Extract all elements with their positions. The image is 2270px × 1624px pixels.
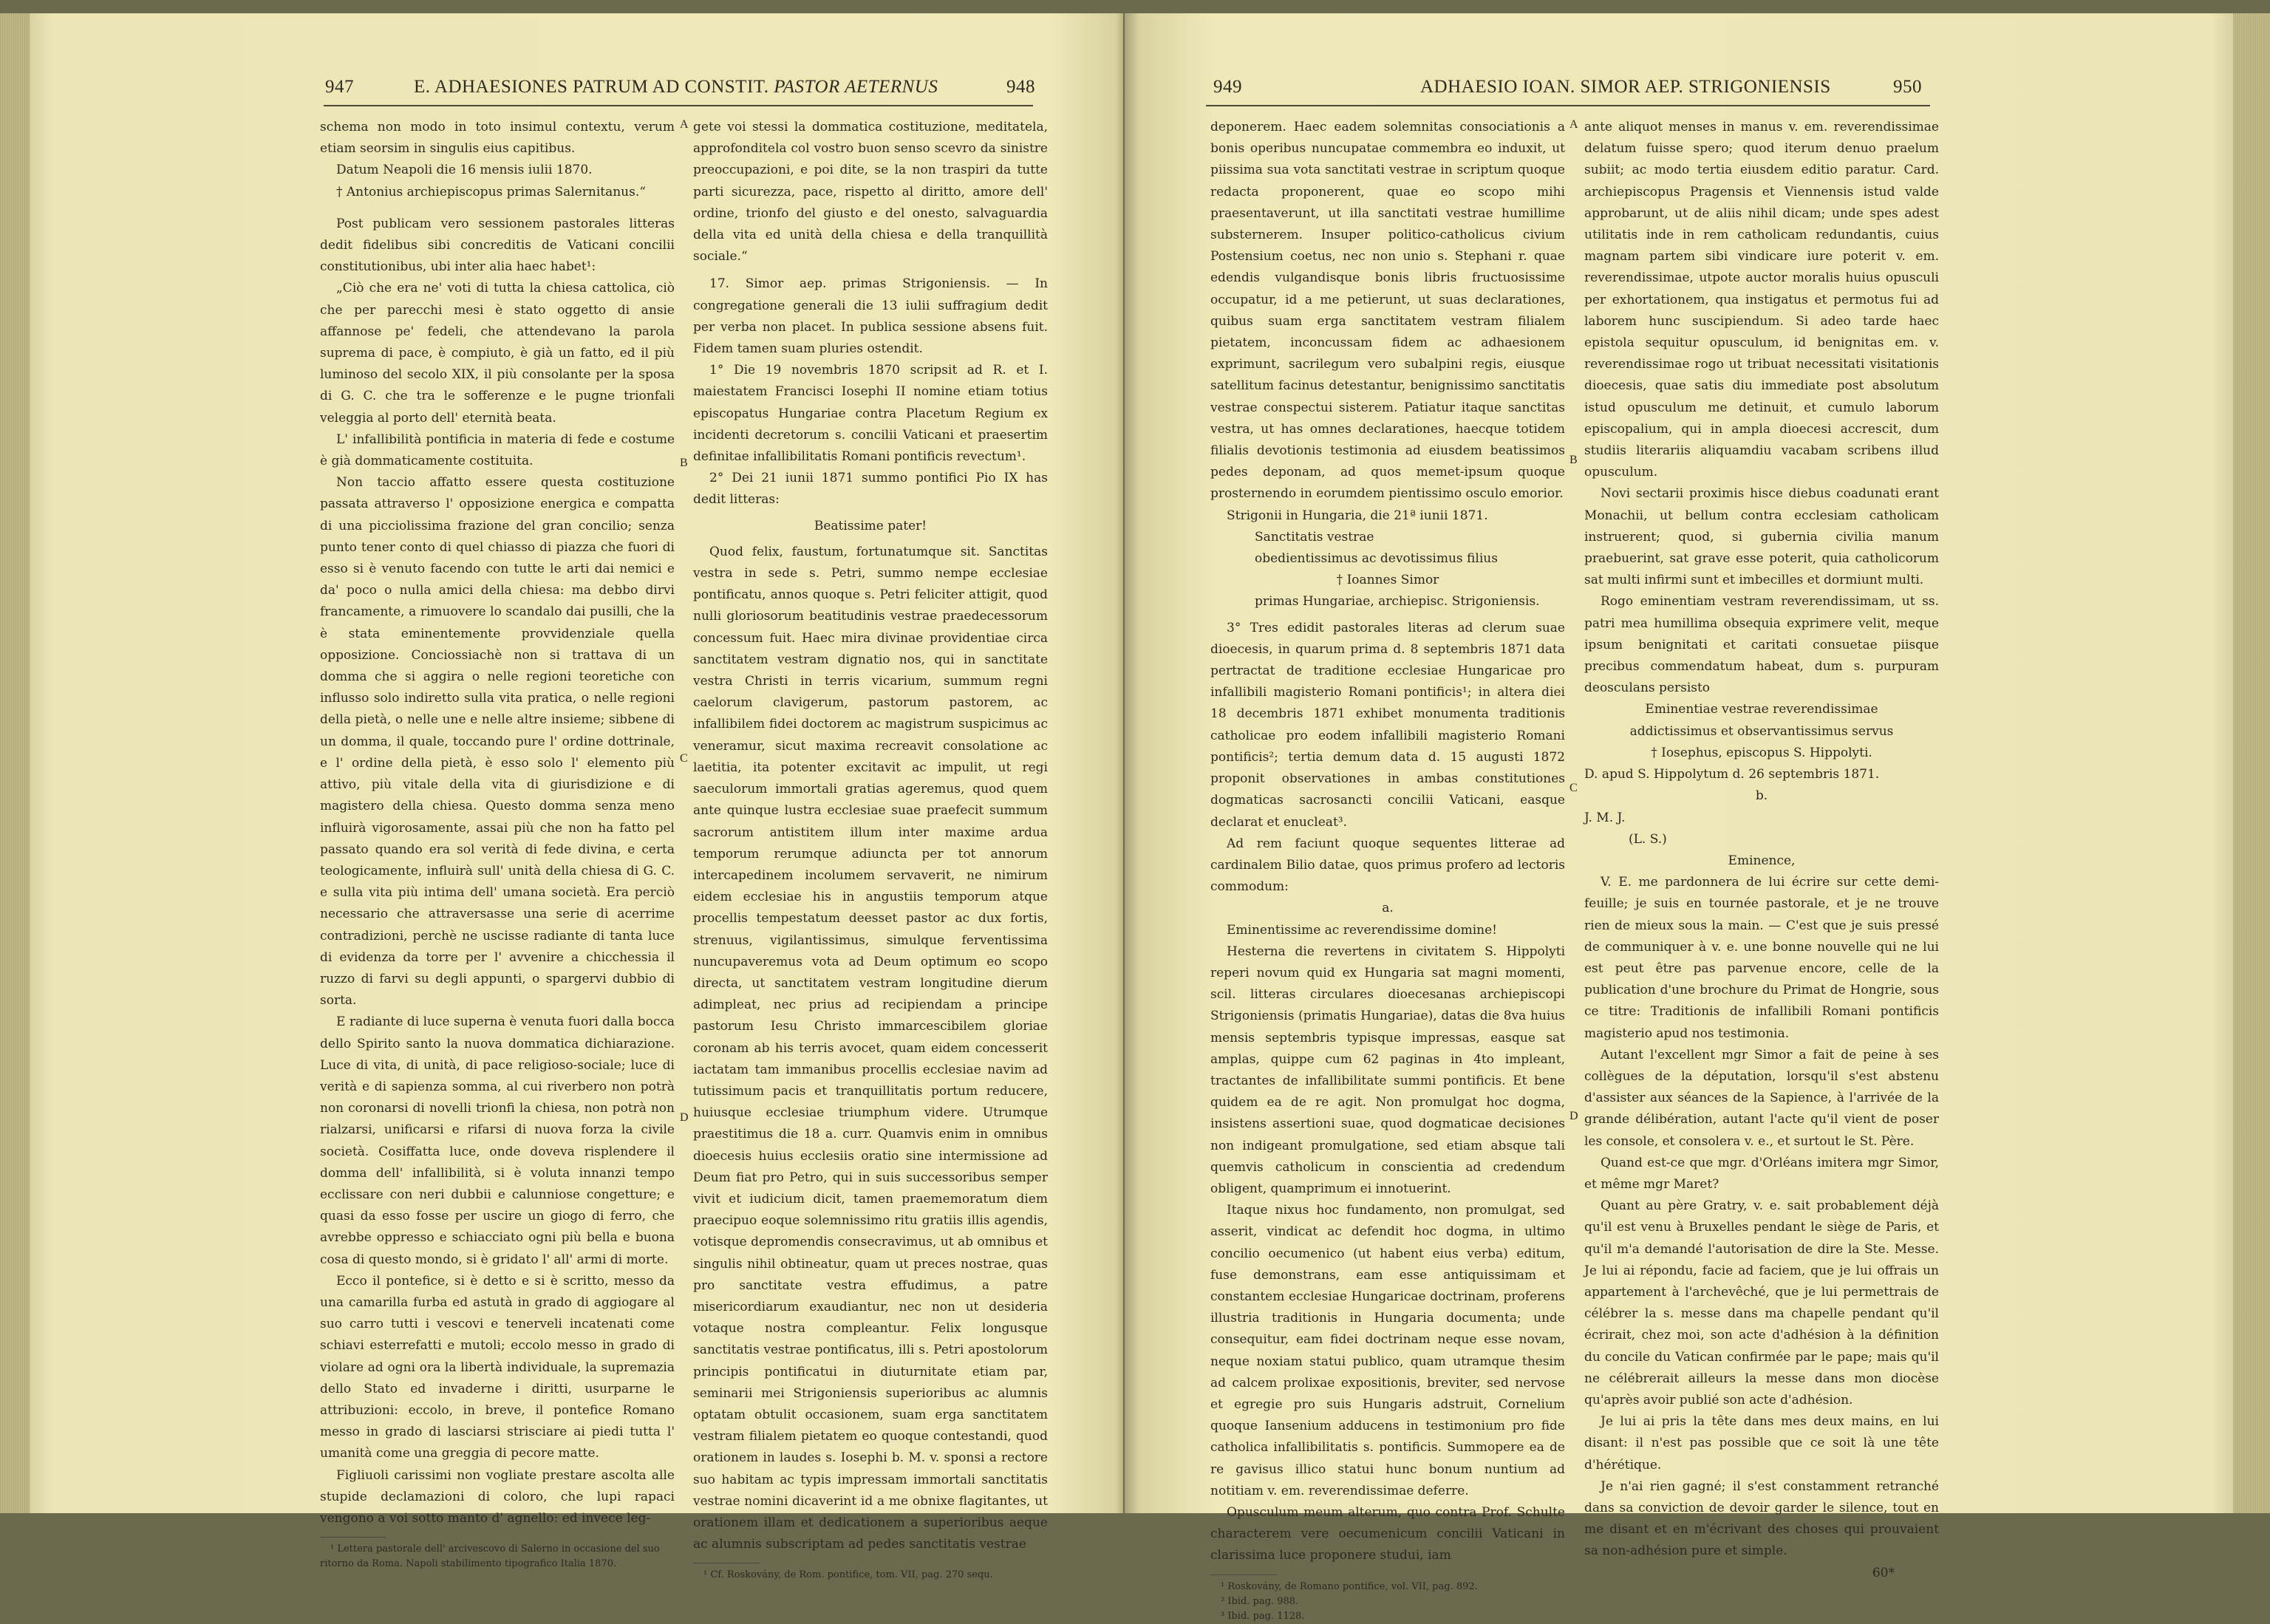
left-page — [30, 13, 1123, 1581]
footnote: ³ Ibid. pag. 1128. — [1221, 1610, 1305, 1622]
paragraph: deponerem. Haec eadem solemnitas consociationis a bonis operibus nuncupatae commembra eo induxit, ut piissima sua vota sanctitati vestrae in scriptum quoque redacta proponerent, quae eo scopo mihi praesentaverunt, ut illa sanctitati vestrae humillime substernerem. Insuper politico-catholicus civium Postensium coetus, nec non unio s. Stephani r. quae edendis vulgandisque bonis libris fructuosissime occupatur, id a me petierunt, ut suas declarationes, quibus suam erga sanctitatem vestram filialem pietatem, inconcussam fidem ac adhaesionem exprimunt, sacrilegum vero subalpini regis, eiusque satellitum facinus detestantur, benignissimo sanctitatis vestrae conspectui sisterem. Patiatur itaque sanctitas vestra, ut has omnes declarationes, haecque totidem filialis devotionis testimonia ad eiusdem beatissimos pedes deponam, ad quos memet-ipsum quoque prosternendo in eorumdem pientissimo osculo emorior. — [1210, 120, 1565, 502]
page-number: 950 — [1893, 77, 1922, 97]
paragraph: Quand est-ce que mgr. d'Orléans imitera mgr Simor, et même mgr Maret? — [1584, 1155, 1939, 1192]
right-page — [1125, 13, 2233, 1622]
header-rule — [1206, 105, 1930, 106]
paragraph: 1° Die 19 novembris 1870 scripsit ad R. et I. maiestatem Francisci Iosephi II nomine etiam totius episcopatus Hungariae contra Placetum Regium ex incidenti decretorum s. concilii Vaticani et praesertim definitae infallibilitatis Romani pontificis revectum¹. — [693, 363, 1048, 465]
paragraph: L' infallibilità pontificia in materia di fede e costume è già dommaticamente costituita. — [320, 431, 675, 469]
page-number: 949 — [1213, 77, 1242, 97]
running-head-left — [30, 77, 1123, 100]
date-line: D. apud S. Hippolytum d. 26 septembris 1871. — [1584, 767, 1880, 782]
paragraph: 3° Tres edidit pastorales literas ad clerum suae dioecesis, in quarum prima d. 8 septembris 1871 data pertractat de traditione ecclesiae Hungaricae pro infallibili magisterio Romani pontificis¹; in altera diei 18 decembris 1871 exhibet monumenta traditionis catholicae pro eodem infallibili magisterio Romani pontificis²; tertia demum data d. 15 augusti 1872 proponit observationes in ambas constitutiones dogmaticas sacrosancti concilii Vaticani, easque declarat et enucleat³. — [1210, 620, 1565, 830]
text-column — [1210, 117, 1565, 1624]
text-column — [1584, 117, 1939, 1584]
page-number: 947 — [325, 77, 354, 97]
paragraph: Rogo eminentiam vestram reverendissimam, ut ss. patri mea humillima obsequia exprimere velit, meque ipsum benignitati et caritati consuetae piisque precibus commendatum habeat, dum s. purpuram deosculans persisto — [1584, 594, 1939, 696]
header-rule — [324, 105, 1033, 106]
paragraph: E radiante di luce superna è venuta fuori dalla bocca dello Spirito santo la nuova dommatica dichiarazione. Luce di vita, di unità, di pace religioso-sociale; luce di verità e di sapienza somma, al cui riverbero non potrà non coronarsi di novelli trionfi la chiesa, non potrà non rialzarsi, unificarsi e rifarsi di nuova forza la civile società. Cosiffatta luce, onde doveva risplendere il domma dell' infallibilità, si è voluta innanzi tempo ecclissare con neri dubbii e calunniose congetture; e quasi da esso fosse per uscire un giogo di ferro, che avrebbe oppresso e schiacciato ogni più bella e buona cosa di questo mondo, si è gridato l' all' armi di morte. — [320, 1014, 675, 1267]
signature: † Iosephus, episcopus S. Hippolyti. — [1651, 745, 1872, 760]
margin-letter: B — [680, 457, 688, 469]
closing: addictissimus et observantissimus servus — [1629, 723, 1894, 739]
seal-mark: (L. S.) — [1629, 831, 1667, 847]
paragraph: Itaque nixus hoc fundamento, non promulgat, sed asserit, vindicat ac defendit hoc dogma, in ultimo concilio oecumenico (ut habent eius verba) editum, fuse demonstrans, eam esse antiquissimam et constantem ecclesiae Hungaricae doctrinam, proferens illustria traditionis in Hungaria documenta; unde consequitur, eam fidei doctrinam neque esse novam, neque noxiam statui publico, quam utramque thesim ad calcem prolixae expositionis, breviter, sed nervose et egregie pro suis Hungaris adstruit, Cornelium quoque Iansenium adducens in testimonium pro fide catholica infallibilitatis s. pontificis. Summopere ea de re gavisus illico statui hunc bonum nuntium ad notitiam v. em. reverendissimae deferre. — [1210, 1203, 1565, 1498]
footnote: ¹ Cf. Roskovány, de Rom. pontifice, tom. VII, pag. 270 sequ. — [703, 1569, 993, 1581]
footnote: ² Ibid. pag. 988. — [1221, 1595, 1299, 1607]
signature-mark: 60* — [1872, 1565, 1895, 1580]
page-number: 948 — [1006, 77, 1035, 97]
closing: primas Hungariae, archiepisc. Strigoniensis. — [1255, 594, 1540, 610]
date-line: Strigonii in Hungaria, die 21ª iunii 1871. — [1227, 508, 1488, 523]
paragraph: gete voi stessi la dommatica costituzione, meditatela, approfonditela col vostro buon senso scevro da sinistre preoccupazioni, e poi dite, se la non traspiri da tutte parti sicurezza, pace, rispetto al diritto, amore dell' ordine, trionfo del giusto e del onesto, salvaguardia della vita ed unità della chiesa e della tranquillità sociale.“ — [693, 120, 1048, 265]
paragraph: Post publicam vero sessionem pastorales litteras dedit fidelibus sibi concreditis de Vaticani concilii constitutionibus, ubi inter alia haec habet¹: — [320, 216, 675, 275]
running-title: E. ADHAESIONES PATRUM AD CONSTIT. PASTOR AETERNUS — [414, 77, 938, 97]
paragraph: ante aliquot menses in manus v. em. reverendissimae delatum fuisse spero; quod iterum denuo praelum subiit; ac modo tertia eiusdem editio paratur. Card. archiepiscopus Pragensis et Viennensis istud valde approbarunt, ut de aliis nihil dicam; unde spes adest utilitatis inde in rem catholicam redundantis, cuius magnam partem sibi vindicare iure poterit v. em. reverendissimae, utpote auctor moralis huius opusculi per exhortationem, qua instigatus et permotus fui ad laborem hunc suscipiendum. Si adeo tarde haec epistola sequitur opusculum, id benignitas em. v. reverendissimae rogo ut tribuat necessitati visitationis dioecesis, quae satis diu immediate post absolutum istud opusculum me detinuit, et cumulo laborum episcopalium, qui in ampla dioecesi accrescit, dum studiis literariis aliquamdiu vacabam scribens illud opusculum. — [1584, 120, 1939, 480]
closing: Sanctitatis vestrae — [1255, 529, 1374, 545]
book-edge-left — [0, 13, 30, 1513]
text-column — [693, 117, 1048, 1583]
paragraph: Datum Neapoli die 16 mensis iulii 1870. — [336, 163, 593, 178]
paragraph: Hesterna die revertens in civitatem S. Hippolyti reperi novum quid ex Hungaria sat magni momenti, scil. litteras circulares dioecesanas archiepiscopi Strigoniensis (primatis Hungariae), datas die 8va huius mensis septembris typisque impressas, easque sat amplas, quippe cum 62 paginas in 4to impleant, tractantes de infallibilitate summi pontificis. Et bene quidem ea de re agit. Non promulgat hoc dogma, insistens assertioni suae, quod dogmaticae decisiones non indigeant promulgatione, sed etiam absque tali quemvis catholicum in conscientia ad credendum obligent, quamprimum ei innotuerint. — [1210, 944, 1565, 1196]
margin-letter: A — [1569, 118, 1578, 131]
paragraph: Quant au père Gratry, v. e. sait probablement déjà qu'il est venu à Bruxelles pendant le siège de Paris, et qu'il m'a demandé l'autorisation de dire la Ste. Messe. Je lui ai répondu, facie ad faciem, que je lui offrais un appartement à l'archevêché, que je lui permettrais de célébrer la s. messe dans ma chapelle pendant qu'il écrirait, chez moi, son acte d'adhésion à la définition du concile du Vatican confirmée par le pape; mais qu'il ne célébrerait ailleurs la messe dans mon diocèse qu'après avoir publié son acte d'adhésion. — [1584, 1198, 1939, 1408]
paragraph: Je n'ai rien gagné; il s'est constamment retranché dans sa conviction de devoir garder le silence, tout en me disant et en m'écrivant des choses qui prouvaient sa non-adhésion pure et simple. — [1584, 1478, 1939, 1559]
margin-letter: D — [1569, 1110, 1578, 1122]
salutation: Eminence, — [1728, 853, 1796, 868]
section-heading: 17. Simor aep. primas Strigoniensis. — In congregatione generali die 13 iulii suffragium dedit per verba non placet. In publica sessione absens fuit. Fidem tamen suam pluries ostendit. — [693, 276, 1048, 357]
closing: obedientissimus ac devotissimus filius — [1255, 551, 1498, 567]
running-head-right — [1125, 77, 2233, 100]
text-column — [320, 117, 675, 1572]
paragraph: Opusculum meum alterum, quo contra Prof. Schulte characterem vere oecumenicum concilii Vaticani in clarissima luce proponere studui, iam — [1210, 1505, 1565, 1563]
paragraph: Novi sectarii proximis hisce diebus coadunati erant Monachii, ut bellum contra ecclesiam catholicam instruerent; quod, si gubernia civilia manum praebuerint, sat grave esse poterit, quia catholicorum sat multi infirmi sunt et imbecilles et dormiunt multi. — [1584, 486, 1939, 588]
paragraph: Quod felix, faustum, fortunatumque sit. Sanctitas vestra in sede s. Petri, summo nempe ecclesiae pontificatu, annos quoque s. Petri feliciter attigit, quod nulli gloriosorum beatitudinis vestrae praedecessorum concessum fuit. Haec mira divinae providentiae circa sanctitatem vestram dignatio nos, qui in sanctitate vestra Christi in terris vicarium, summum regni caelorum clavigerum, pastorum pastorem, ac infallibilem fidei doctorem ac magistrum suspicimus ac veneramur, sicut maxima recreavit consolatione ac laetitia, ita potenter excitavit ac impulit, ut regi saeculorum immortali gratias ageremus, quod quem ante quinque lustra ecclesiae suae praefecit summum sacrorum antistitem illum inter maxime ardua temporum rerumque adiuncta per tot annorum intercapedinem incolumem servaverit, ne nimirum eidem ecclesiae his in angustiis temporum atque procellis tempestatum deesset pastor ac dux fortis, strenuus, vigilantissimus, simulque ferventissima nuncupaveremus vota ad Deum optimum eo scopo directa, ut sanctitatem vestram longitudine dierum adimpleat, nec prius ad recipiendam a principe pastorum Iesu Christo immarcescibilem gloriae coronam ab his terris avocet, quam eidem concesserit iactatam tam immanibus procellis ecclesiae navim ad tutissimum pacis et tranquillitatis portum reducere, huiusque ecclesiae triumphum videre. Utrumque praestitimus die 18 a. curr. Quamvis enim in omnibus dioecesis huius ecclesiis oratio sine intermissione ad Deum fiat pro Petro, qui in suis successoribus semper vivit et iudicium dicit, tamen praememoratum diem praecipuo eoque solemnissimo ritu gratiis illis agendis, votisque depromendis consecravimus, ut ab omnibus et singulis nihil obtineatur, quam ut preces nostrae, quas pro sanctitate vestra effudimus, a patre misericordiarum exaudiantur, nec non ut desideria votaque nostra compleantur. Felix longusque sanctitatis vestrae pontificatus, illi s. Petri apostolorum principis pontificatui in diuturnitate etiam par, seminarii mei Strigoniensis superioribus ac alumnis optatam obtulit occasionem, suam erga sanctitatem vestram filialem pietatem eo quoque contestandi, quod orationem in laudes s. Iosephi b. M. v. sponsi a rectore suo habitam ac typis impressam immortali sanctitatis vestrae nomini dicaverint id a me obnixe flagitantes, ut orationem illam et dedicationem a superioribus aeque ac alumnis subscriptam ad pedes sanctitatis vestrae — [693, 544, 1049, 1552]
paragraph: Figliuoli carissimi non vogliate prestare ascolta alle stupide declamazioni di coloro, che lupi rapaci vengono a voi sotto manto d' agnello: ed invece leg- — [320, 1467, 675, 1526]
footnote: ¹ Lettera pastorale dell' arcivescovo di Salerno in occasione del suo ritorno da Roma. Napoli stabilimento tipografico Italia 1870. — [320, 1543, 660, 1570]
letter-label: a. — [1382, 901, 1394, 916]
paragraph: Autant l'excellent mgr Simor a fait de peine à ses collègues de la députation, lorsqu'il s'est abstenu d'assister aux séances de la Sapience, à l'arrivée de la grande délibération, autant l'acte qu'il vient de poser les console, et consolera v. e., et surtout le St. Père. — [1584, 1047, 1939, 1149]
paragraph: Non taccio affatto essere questa costituzione passata attraverso l' opposizione energica e compatta di una picciolissima frazione del gran concilio; senza punto tener conto di quel chiasso di piazza che fuori di esso si è venuto facendo con tutte le arti dai nemici e da' poco o nulla amici della chiesa: ma debbo dirvi francamente, a rimuovere lo scandalo dai pusilli, che la è stata eminentemente provvidenziale quella opposizione. Conciossiachè non si trattava di un domma che si aggira o nelle regioni teoretiche con influsso solo indiretto sulla vita pratica, o nelle regioni della pietà, o nelle une e nelle altre insieme; sibbene di un domma, il quale, toccando pure l' ordine dottrinale, e l' ordine della pietà, è esso solo l' elemento più attivo, più vitale della vita di giurisdizione e di magistero della chiesa. Questo domma senza meno influirà vigorosamente, assai più che non ha fatto pel passato quando era sol verità di fede divina, e certa teologicamente, influirà sull' unità della chiesa di G. C. e sulla vita più intima dell' umana società. Era perciò necessario che attraversasse una serie di acerrime contradizioni, perchè ne uscisse radiante di tanta luce di evidenza da torre per l' avvenire a chicchessia il ruzzo di farvi su degli appunti, o spargervi dubbio di sorta. — [320, 475, 675, 1009]
running-title: ADHAESIO IOAN. SIMOR AEP. STRIGONIENSIS — [1420, 77, 1831, 97]
margin-letter: A — [680, 118, 689, 131]
signature: † Ioannes Simor — [1336, 573, 1439, 588]
paragraph: † Antonius archiepiscopus primas Salernitanus.“ — [336, 184, 646, 199]
margin-letter: D — [680, 1111, 689, 1124]
paragraph: „Ciò che era ne' voti di tutta la chiesa cattolica, ciò che per parecchi mesi è stato oggetto di ansie affannose pe' fedeli, che attendevano la parola suprema di pace, è compiuto, è già un fatto, ed il più luminoso del secolo XIX, il più consolante per la sposa di G. C. che tra le sofferenze e le pugne trionfali veleggia al porto dell' eternità beata. — [320, 281, 675, 426]
letter-label: b. — [1755, 788, 1768, 804]
footnote: ¹ Roskovány, de Romano pontifice, vol. VII, pag. 892. — [1221, 1580, 1478, 1592]
salutation: Eminentissime ac reverendissime domine! — [1227, 922, 1498, 938]
invocation: J. M. J. — [1584, 810, 1626, 825]
book-edge-right — [2233, 13, 2270, 1513]
paragraph: 2° Dei 21 iunii 1871 summo pontifici Pio IX has dedit litteras: — [693, 471, 1048, 508]
salutation: Beatissime pater! — [814, 518, 927, 533]
paragraph: Ecco il pontefice, si è detto e si è scritto, messo da una camarilla furba ed astutà in grado di aggiogare al suo carro tutti i vescovi e tenerveli incatenati come schiavi esterrefatti e mutoli; eccolo messo in grado di violare ad ogni ora la libertà individuale, la supremazia dello Stato ed invaderne i diritti, usurparne le attribuzioni: eccolo, in breve, il pontefice Romano messo in grado di lasciarsi strisciare ai piedi tutta l' umanità come una greggia di pecore matte. — [320, 1273, 675, 1461]
margin-letter: B — [1569, 454, 1578, 466]
paragraph: Je lui ai pris la tête dans mes deux mains, en lui disant: il n'est pas possible que ce soit là une tête d'hérétique. — [1584, 1414, 1939, 1473]
margin-letter: C — [1569, 782, 1578, 794]
paragraph: schema non modo in toto insimul contextu, verum etiam seorsim in singulis eius capitibus. — [320, 120, 675, 157]
closing: Eminentiae vestrae reverendissimae — [1645, 702, 1878, 717]
paragraph: Ad rem faciunt quoque sequentes litterae ad cardinalem Bilio datae, quos primus profero ad lectoris commodum: — [1210, 836, 1565, 895]
paragraph: V. E. me pardonnera de lui écrire sur cette demi-feuille; je suis en tournée pastorale, et je ne trouve rien de mieux sous la main. — C'est que je suis pressé de communiquer à v. e. une bonne nouvelle qui ne lui est peut être pas parvenue encore, celle de la publication d'une brochure du Primat de Hongrie, sous ce titre: Traditionis de infallibili Romani pontificis magisterio apud nos testimonia. — [1584, 875, 1939, 1041]
margin-letter: C — [680, 752, 688, 765]
